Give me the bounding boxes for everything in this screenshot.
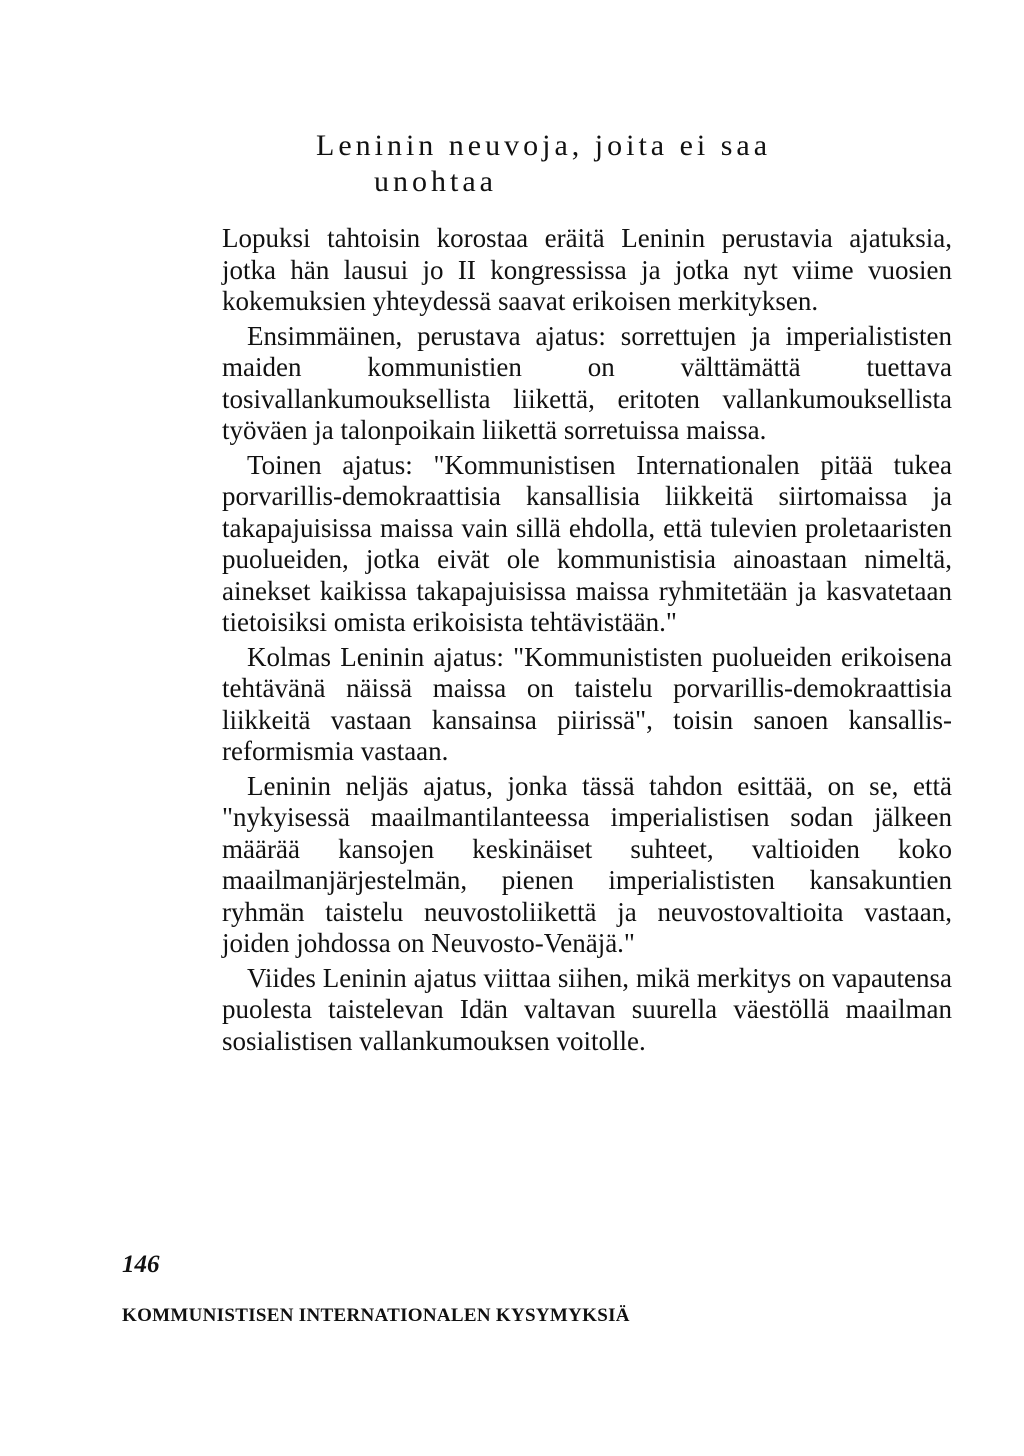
paragraph-first-idea: Ensimmäinen, perustava ajatus: sorrettujen ja imperialististen maiden kommunistien on välttämättä tuettava tosivallankumouksellista liikettä, eritoten vallankumouksellista työväen ja talonpoikain liikettä sorretuissa maissa.: [222, 320, 952, 445]
running-footer: KOMMUNISTISEN INTERNATIONALEN KYSYMYKSIÄ: [122, 1305, 630, 1326]
paragraph-second-idea: Toinen ajatus: "Kommunistisen Internationalen pitää tukea porvarillis-demokraattisia kansallisia liikkeitä siirtomaissa ja takapajuisissa maissa vain sillä ehdolla, että tulevien proletaaristen puolueiden, jotka eivät ole kommunistisia ainoastaan nimeltä, ainekset kaikissa takapajuisissa maissa ryhmitetään ja kasvatetaan tietoisiksi omista erikoisista tehtävistään.": [222, 449, 952, 637]
paragraph-intro: Lopuksi tahtoisin korostaa eräitä Leninin perustavia ajatuksia, jotka hän lausui jo II kongressissa ja jotka nyt viime vuosien kokemuksien yhteydessä saavat erikoisen merkityksen.: [222, 223, 952, 316]
body-text: [222, 223, 952, 1060]
page-number: 146: [122, 1251, 160, 1278]
section-heading-line-1: Leninin neuvoja, joita ei saa: [316, 129, 772, 162]
paragraph-fifth-idea: Viides Leninin ajatus viittaa siihen, mikä merkitys on vapautensa puolesta taistelevan Idän valtavan suurella väestöllä maailman sosialistisen vallankumouksen voitolle.: [222, 962, 952, 1056]
section-heading: [316, 128, 856, 200]
paragraph-fourth-idea: Leninin neljäs ajatus, jonka tässä tahdon esittää, on se, että "nykyisessä maailmantilanteessa imperialistisen sodan jälkeen määrää kansojen keskinäiset suhteet, valtioiden koko maailmanjärjestelmän, pienen imperialististen kansakuntien ryhmän taistelu neuvostoliikettä ja neuvostovaltioita vastaan, joiden johdossa on Neuvosto-Venäjä.": [222, 770, 952, 958]
section-heading-line-2: unohtaa: [374, 165, 497, 198]
paragraph-third-idea: Kolmas Leninin ajatus: "Kommunististen puolueiden erikoisena tehtävänä näissä maissa on taistelu porvarillis-demokraattisia liikkeitä vastaan kansainsa piirissä", toisin sanoen kansallis-reformismia vastaan.: [222, 641, 952, 766]
